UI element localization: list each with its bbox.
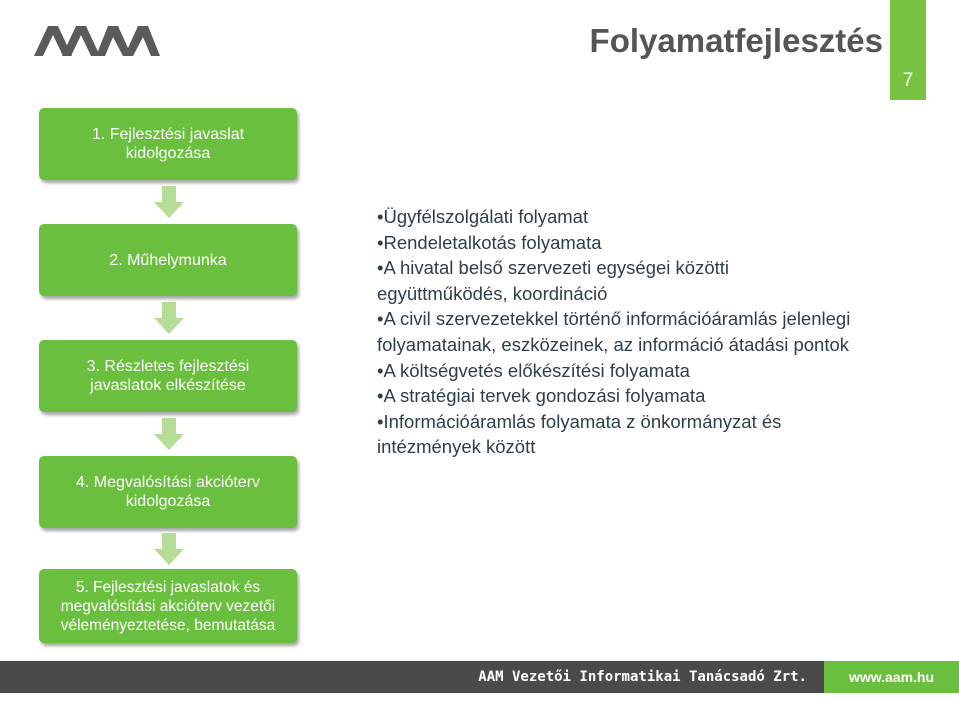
process-step-label: 1. Fejlesztési javaslat kidolgozása bbox=[91, 126, 245, 162]
bullet-item: • A civil szervezetekkel történő információáramlás jelenlegi folyamatainak, eszközeinek, az információ átadási pontok bbox=[377, 306, 857, 357]
bullet-item: • A költségvetés előkészítési folyamata bbox=[377, 358, 857, 384]
process-step-label: 2. Műhelymunka bbox=[109, 251, 227, 269]
bullet-item: • Információáramlás folyamata z önkormányzat és intézmények között bbox=[377, 409, 857, 460]
down-arrow-icon bbox=[154, 186, 184, 218]
process-step-3 bbox=[39, 340, 297, 412]
down-arrow-icon bbox=[154, 302, 184, 334]
footer-bar bbox=[0, 661, 959, 693]
aam-logo bbox=[34, 26, 160, 56]
footer-company: AAM Vezetői Informatikai Tanácsadó Zrt. bbox=[478, 669, 807, 685]
page-title: Folyamatfejlesztés bbox=[589, 22, 883, 59]
footer-website-link[interactable]: www.aam.hu bbox=[824, 661, 959, 693]
process-step-2 bbox=[39, 224, 297, 296]
bullet-item: • Rendeletalkotás folyamata bbox=[377, 230, 857, 256]
process-step-5 bbox=[39, 569, 297, 643]
down-arrow-icon bbox=[154, 533, 184, 565]
process-bullet-list bbox=[377, 204, 857, 460]
process-step-1 bbox=[39, 108, 297, 180]
page-number: 7 bbox=[890, 0, 926, 100]
down-arrow-icon bbox=[154, 418, 184, 450]
process-step-label: 4. Megvalósítási akcióterv kidolgozása bbox=[75, 474, 261, 510]
process-step-label: 3. Részletes fejlesztési javaslatok elkészítése bbox=[86, 358, 250, 394]
bullet-item: • Ügyfélszolgálati folyamat bbox=[377, 204, 857, 230]
process-step-label: 5. Fejlesztési javaslatok és megvalósítási akcióterv vezetői véleményeztetése, bemutatása bbox=[60, 578, 276, 634]
bullet-item: • A hivatal belső szervezeti egységei közötti együttműködés, koordináció bbox=[377, 255, 857, 306]
process-step-4 bbox=[39, 456, 297, 528]
bullet-item: • A stratégiai tervek gondozási folyamata bbox=[377, 383, 857, 409]
